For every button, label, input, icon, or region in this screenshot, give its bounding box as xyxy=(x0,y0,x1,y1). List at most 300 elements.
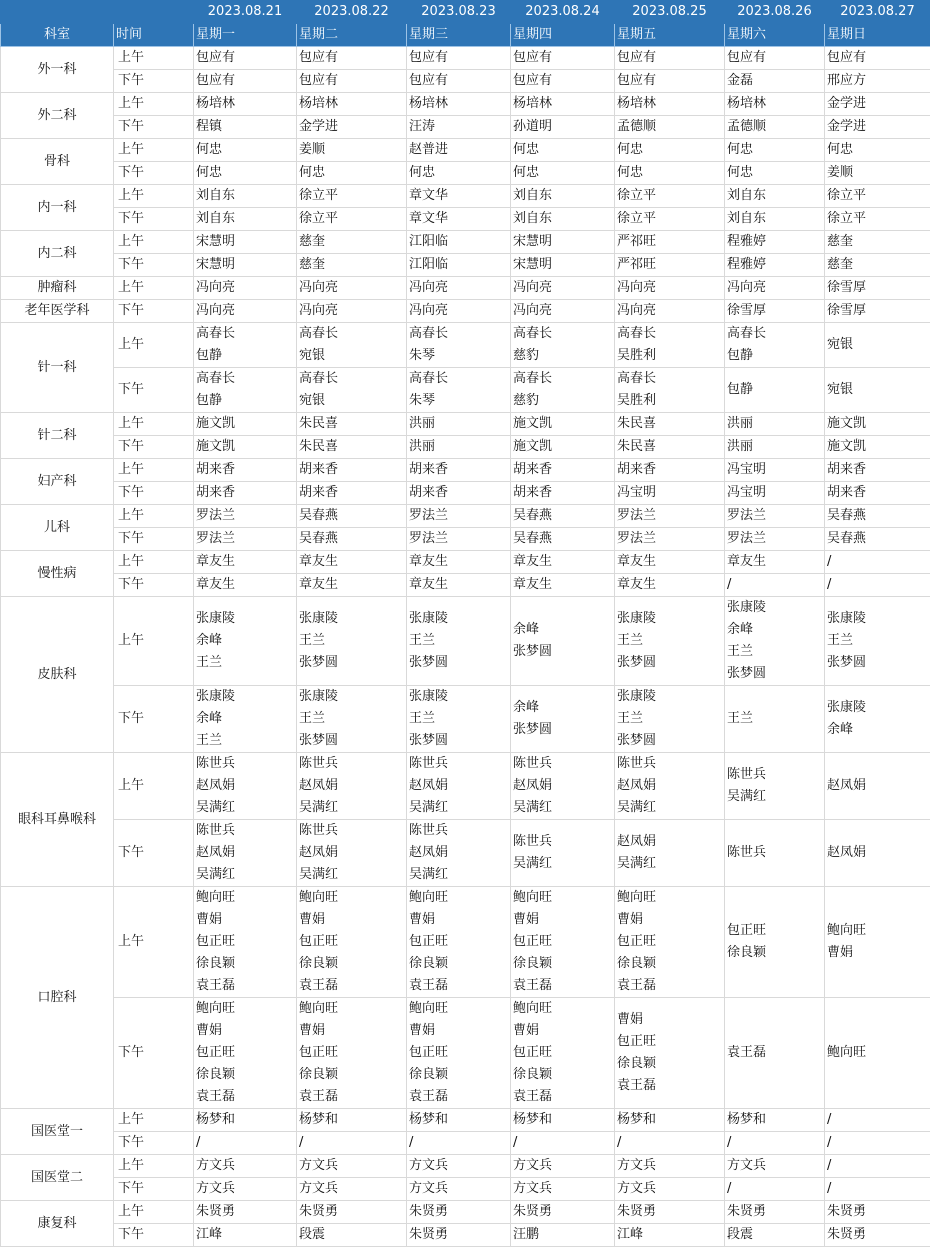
doctor-cell xyxy=(825,482,930,505)
doctor-cell xyxy=(725,998,825,1109)
doctor-cell xyxy=(825,820,930,887)
doctor-cell xyxy=(407,47,511,70)
doctor-name: 吴满红 xyxy=(513,853,614,875)
doctor-name: 鲍向旺 xyxy=(299,887,406,909)
doctor-name: 汪涛 xyxy=(409,116,510,138)
doctor-cell xyxy=(825,551,930,574)
department-name: 针一科 xyxy=(1,323,114,413)
doctor-name: 江阳临 xyxy=(409,254,510,276)
doctor-name: 朱贤勇 xyxy=(617,1201,724,1223)
doctor-name: 程雅婷 xyxy=(727,231,824,253)
doctor-name: 吴满红 xyxy=(617,797,724,819)
doctor-name: 杨培林 xyxy=(409,93,510,115)
doctor-name: 章友生 xyxy=(617,551,724,573)
doctor-name: 包应有 xyxy=(513,47,614,69)
time-slot: 下午 xyxy=(114,574,194,597)
doctor-cell xyxy=(297,277,407,300)
doctor-cell xyxy=(194,528,297,551)
doctor-cell xyxy=(615,505,725,528)
doctor-name: 包正旺 xyxy=(299,931,406,953)
doctor-name: 方文兵 xyxy=(727,1155,824,1177)
schedule-row xyxy=(1,162,930,185)
doctor-name: 王兰 xyxy=(299,630,406,652)
doctor-name: 宛银 xyxy=(299,390,406,412)
doctor-name: 章文华 xyxy=(409,208,510,230)
doctor-name: 何忠 xyxy=(513,162,614,184)
doctor-name: 袁王磊 xyxy=(196,975,296,997)
doctor-name: 罗法兰 xyxy=(617,528,724,550)
doctor-name: 张梦圆 xyxy=(513,719,614,741)
doctor-name: 曹娟 xyxy=(827,942,930,964)
doctor-name: 陈世兵 xyxy=(617,753,724,775)
doctor-name: 袁王磊 xyxy=(513,975,614,997)
doctor-cell xyxy=(297,139,407,162)
doctor-cell xyxy=(725,413,825,436)
doctor-name: 包静 xyxy=(727,345,824,367)
doctor-cell xyxy=(407,162,511,185)
doctor-cell xyxy=(297,368,407,413)
doctor-cell xyxy=(725,459,825,482)
doctor-name: 王兰 xyxy=(409,708,510,730)
doctor-name: 何忠 xyxy=(196,162,296,184)
doctor-name: 吴春燕 xyxy=(299,505,406,527)
time-slot: 上午 xyxy=(114,551,194,574)
doctor-name: 包应有 xyxy=(299,70,406,92)
doctor-name: 冯宝明 xyxy=(727,482,824,504)
doctor-name: 杨培林 xyxy=(196,93,296,115)
doctor-cell xyxy=(511,1201,615,1224)
doctor-name: 吴春燕 xyxy=(827,505,930,527)
date-cell: 2023.08.22 xyxy=(297,1,407,24)
doctor-cell xyxy=(511,998,615,1109)
doctor-name: 吴满红 xyxy=(409,864,510,886)
doctor-cell xyxy=(297,574,407,597)
doctor-name: 张康陵 xyxy=(299,608,406,630)
doctor-name: 徐立平 xyxy=(617,208,724,230)
doctor-cell xyxy=(725,482,825,505)
doctor-name: 杨梦和 xyxy=(513,1109,614,1131)
doctor-name: 冯向亮 xyxy=(617,300,724,322)
doctor-name: 吴满红 xyxy=(727,786,824,808)
department-name: 眼科耳鼻喉科 xyxy=(1,753,114,887)
doctor-name: 吴春燕 xyxy=(299,528,406,550)
doctor-cell xyxy=(725,93,825,116)
doctor-name: 包正旺 xyxy=(299,1042,406,1064)
doctor-name: 冯向亮 xyxy=(513,277,614,299)
doctor-name: 方文兵 xyxy=(513,1155,614,1177)
doctor-name: 朱民喜 xyxy=(299,413,406,435)
doctor-name: 徐立平 xyxy=(299,208,406,230)
doctor-cell xyxy=(297,505,407,528)
time-slot: 上午 xyxy=(114,753,194,820)
schedule-row xyxy=(1,597,930,686)
doctor-cell xyxy=(194,887,297,998)
weekday-header: 星期三 xyxy=(407,24,511,47)
doctor-cell xyxy=(511,574,615,597)
doctor-name: 陈世兵 xyxy=(299,753,406,775)
doctor-name: 杨梦和 xyxy=(409,1109,510,1131)
doctor-cell xyxy=(825,162,930,185)
schedule-row xyxy=(1,1155,930,1178)
doctor-cell xyxy=(725,47,825,70)
doctor-cell xyxy=(407,93,511,116)
doctor-name: 高春长 xyxy=(727,323,824,345)
time-slot: 下午 xyxy=(114,528,194,551)
doctor-cell xyxy=(194,162,297,185)
doctor-cell xyxy=(407,820,511,887)
doctor-cell xyxy=(297,998,407,1109)
doctor-cell xyxy=(194,70,297,93)
doctor-name: 高春长 xyxy=(409,323,510,345)
doctor-name: / xyxy=(827,574,930,596)
doctor-cell xyxy=(615,70,725,93)
doctor-name: 吴满红 xyxy=(299,864,406,886)
department-name: 儿科 xyxy=(1,505,114,551)
doctor-cell xyxy=(615,1109,725,1132)
doctor-name: 张梦圆 xyxy=(827,652,930,674)
department-name: 肿瘤科 xyxy=(1,277,114,300)
doctor-cell xyxy=(725,887,825,998)
doctor-name: / xyxy=(827,1178,930,1200)
doctor-cell xyxy=(407,413,511,436)
doctor-cell xyxy=(194,47,297,70)
doctor-name: 徐立平 xyxy=(827,185,930,207)
doctor-name: 朱琴 xyxy=(409,390,510,412)
doctor-name: 包应有 xyxy=(827,47,930,69)
doctor-cell xyxy=(725,1201,825,1224)
doctor-name: 杨培林 xyxy=(727,93,824,115)
time-slot: 上午 xyxy=(114,1109,194,1132)
doctor-name: 鲍向旺 xyxy=(827,920,930,942)
doctor-name: 徐雪厚 xyxy=(827,300,930,322)
doctor-name: 慈豹 xyxy=(513,390,614,412)
doctor-name: 何忠 xyxy=(827,139,930,161)
doctor-name: 章友生 xyxy=(513,574,614,596)
doctor-name: 朱琴 xyxy=(409,345,510,367)
doctor-cell xyxy=(194,436,297,459)
doctor-name: 方文兵 xyxy=(409,1178,510,1200)
doctor-name: 刘自东 xyxy=(513,185,614,207)
doctor-name: 赵凤娟 xyxy=(617,775,724,797)
doctor-name: 何忠 xyxy=(196,139,296,161)
doctor-cell xyxy=(615,551,725,574)
doctor-cell xyxy=(297,413,407,436)
doctor-name: 鲍向旺 xyxy=(513,887,614,909)
date-cell: 2023.08.27 xyxy=(825,1,930,24)
doctor-cell xyxy=(297,1155,407,1178)
doctor-name: 鲍向旺 xyxy=(513,998,614,1020)
doctor-cell xyxy=(725,574,825,597)
doctor-cell xyxy=(297,254,407,277)
doctor-cell xyxy=(407,482,511,505)
doctor-cell xyxy=(407,887,511,998)
doctor-name: 吴春燕 xyxy=(513,528,614,550)
doctor-cell xyxy=(725,323,825,368)
doctor-cell xyxy=(615,820,725,887)
doctor-name: 包应有 xyxy=(617,47,724,69)
doctor-cell xyxy=(825,1178,930,1201)
doctor-name: 罗法兰 xyxy=(196,505,296,527)
doctor-name: / xyxy=(513,1132,614,1154)
doctor-cell xyxy=(725,162,825,185)
doctor-name: 汪鹏 xyxy=(513,1224,614,1246)
doctor-name: 徐良颖 xyxy=(196,953,296,975)
doctor-cell xyxy=(725,208,825,231)
schedule-row xyxy=(1,208,930,231)
doctor-name: 高春长 xyxy=(513,323,614,345)
doctor-name: 鲍向旺 xyxy=(827,1042,930,1064)
doctor-name: 姜顺 xyxy=(827,162,930,184)
doctor-cell xyxy=(615,323,725,368)
doctor-name: 徐良颖 xyxy=(513,1064,614,1086)
doctor-name: 曹娟 xyxy=(513,909,614,931)
doctor-name: 余峰 xyxy=(827,719,930,741)
doctor-cell xyxy=(511,551,615,574)
time-slot: 下午 xyxy=(114,998,194,1109)
doctor-name: 包应有 xyxy=(513,70,614,92)
doctor-name: 徐良颖 xyxy=(409,1064,510,1086)
doctor-cell xyxy=(297,70,407,93)
time-slot: 上午 xyxy=(114,231,194,254)
doctor-name: 胡来香 xyxy=(513,482,614,504)
doctor-name: 何忠 xyxy=(727,139,824,161)
date-time-blank xyxy=(114,1,194,24)
doctor-name: 孟德顺 xyxy=(727,116,824,138)
doctor-name: 包静 xyxy=(196,390,296,412)
doctor-name: 施文凯 xyxy=(196,436,296,458)
doctor-name: 吴满红 xyxy=(196,864,296,886)
doctor-cell xyxy=(511,528,615,551)
doctor-name: 杨培林 xyxy=(299,93,406,115)
department-name: 内一科 xyxy=(1,185,114,231)
doctor-name: 江峰 xyxy=(196,1224,296,1246)
doctor-name: 朱贤勇 xyxy=(409,1201,510,1223)
doctor-name: 张梦圆 xyxy=(617,652,724,674)
doctor-name: 冯宝明 xyxy=(727,459,824,481)
doctor-cell xyxy=(615,231,725,254)
doctor-name: 王兰 xyxy=(409,630,510,652)
doctor-name: 吴满红 xyxy=(196,797,296,819)
time-slot: 上午 xyxy=(114,1155,194,1178)
doctor-name: 张梦圆 xyxy=(409,652,510,674)
doctor-cell xyxy=(407,1178,511,1201)
weekday-header: 星期六 xyxy=(725,24,825,47)
doctor-cell xyxy=(725,300,825,323)
doctor-cell xyxy=(825,208,930,231)
doctor-cell xyxy=(297,528,407,551)
doctor-cell xyxy=(615,887,725,998)
doctor-cell xyxy=(615,436,725,459)
schedule-row xyxy=(1,1132,930,1155)
doctor-name: 宋慧明 xyxy=(513,231,614,253)
doctor-name: 方文兵 xyxy=(617,1178,724,1200)
doctor-name: 陈世兵 xyxy=(727,842,824,864)
doctor-cell xyxy=(725,70,825,93)
doctor-name: 段震 xyxy=(299,1224,406,1246)
doctor-cell xyxy=(297,116,407,139)
doctor-cell xyxy=(825,70,930,93)
doctor-name: 陈世兵 xyxy=(196,820,296,842)
doctor-name: 徐良颖 xyxy=(727,942,824,964)
doctor-cell xyxy=(825,368,930,413)
doctor-name: 王兰 xyxy=(196,652,296,674)
doctor-name: 曹娟 xyxy=(196,909,296,931)
date-cell: 2023.08.26 xyxy=(725,1,825,24)
doctor-cell xyxy=(615,413,725,436)
doctor-cell xyxy=(194,459,297,482)
doctor-name: 陈世兵 xyxy=(299,820,406,842)
doctor-name: 罗法兰 xyxy=(196,528,296,550)
doctor-name: 刘自东 xyxy=(196,208,296,230)
doctor-cell xyxy=(297,1201,407,1224)
doctor-name: 朱贤勇 xyxy=(409,1224,510,1246)
doctor-name: 杨梦和 xyxy=(727,1109,824,1131)
doctor-name: / xyxy=(299,1132,406,1154)
doctor-name: 江阳临 xyxy=(409,231,510,253)
doctor-name: 徐良颖 xyxy=(617,953,724,975)
doctor-cell xyxy=(615,139,725,162)
doctor-cell xyxy=(725,368,825,413)
doctor-cell xyxy=(825,574,930,597)
department-name: 口腔科 xyxy=(1,887,114,1109)
doctor-name: 余峰 xyxy=(196,630,296,652)
schedule-row xyxy=(1,551,930,574)
doctor-cell xyxy=(511,93,615,116)
doctor-name: 胡来香 xyxy=(513,459,614,481)
doctor-name: 章文华 xyxy=(409,185,510,207)
doctor-name: 冯向亮 xyxy=(409,300,510,322)
doctor-name: 冯向亮 xyxy=(727,277,824,299)
doctor-name: / xyxy=(727,1178,824,1200)
schedule-row xyxy=(1,185,930,208)
doctor-cell xyxy=(194,1201,297,1224)
doctor-cell xyxy=(725,436,825,459)
doctor-name: 何忠 xyxy=(617,139,724,161)
doctor-cell xyxy=(407,436,511,459)
doctor-cell xyxy=(825,686,930,753)
doctor-cell xyxy=(511,70,615,93)
doctor-name: 高春长 xyxy=(617,368,724,390)
schedule-row xyxy=(1,887,930,998)
schedule-row xyxy=(1,505,930,528)
doctor-name: / xyxy=(827,1109,930,1131)
doctor-name: 施文凯 xyxy=(196,413,296,435)
doctor-name: 罗法兰 xyxy=(409,528,510,550)
doctor-name: 徐良颖 xyxy=(299,1064,406,1086)
doctor-cell xyxy=(725,231,825,254)
doctor-name: 王兰 xyxy=(727,708,824,730)
doctor-cell xyxy=(194,597,297,686)
doctor-cell xyxy=(511,1155,615,1178)
doctor-name: 朱贤勇 xyxy=(299,1201,406,1223)
doctor-cell xyxy=(725,116,825,139)
doctor-cell xyxy=(297,93,407,116)
schedule-row xyxy=(1,254,930,277)
doctor-cell xyxy=(825,753,930,820)
doctor-name: 胡来香 xyxy=(196,482,296,504)
doctor-name: 王兰 xyxy=(196,730,296,752)
time-slot: 上午 xyxy=(114,1201,194,1224)
doctor-cell xyxy=(194,300,297,323)
doctor-cell xyxy=(825,505,930,528)
doctor-cell xyxy=(725,1109,825,1132)
doctor-name: 施文凯 xyxy=(827,413,930,435)
doctor-name: 吴满红 xyxy=(617,853,724,875)
doctor-name: 徐良颖 xyxy=(299,953,406,975)
doctor-cell xyxy=(297,185,407,208)
doctor-name: 袁王磊 xyxy=(299,1086,406,1108)
doctor-name: 张康陵 xyxy=(727,597,824,619)
doctor-cell xyxy=(297,1109,407,1132)
doctor-cell xyxy=(615,162,725,185)
doctor-cell xyxy=(511,436,615,459)
doctor-name: 张梦圆 xyxy=(727,663,824,685)
doctor-cell xyxy=(825,254,930,277)
weekday-header: 星期日 xyxy=(825,24,930,47)
doctor-name: 刘自东 xyxy=(513,208,614,230)
doctor-name: 邢应方 xyxy=(827,70,930,92)
doctor-cell xyxy=(725,597,825,686)
doctor-name: 何忠 xyxy=(409,162,510,184)
doctor-cell xyxy=(511,300,615,323)
schedule-row xyxy=(1,436,930,459)
schedule-row xyxy=(1,686,930,753)
doctor-cell xyxy=(615,116,725,139)
doctor-name: 朱民喜 xyxy=(617,436,724,458)
doctor-cell xyxy=(511,208,615,231)
doctor-name: 冯向亮 xyxy=(299,300,406,322)
schedule-row xyxy=(1,753,930,820)
doctor-name: 包应有 xyxy=(196,70,296,92)
doctor-cell xyxy=(407,139,511,162)
schedule-row xyxy=(1,459,930,482)
doctor-cell xyxy=(825,1109,930,1132)
doctor-name: 金学进 xyxy=(827,93,930,115)
doctor-name: 金磊 xyxy=(727,70,824,92)
doctor-cell xyxy=(407,1109,511,1132)
doctor-name: 赵凤娟 xyxy=(513,775,614,797)
doctor-name: 张梦圆 xyxy=(299,730,406,752)
department-name: 皮肤科 xyxy=(1,597,114,753)
doctor-name: 罗法兰 xyxy=(727,505,824,527)
doctor-cell xyxy=(194,185,297,208)
doctor-name: / xyxy=(827,551,930,573)
doctor-cell xyxy=(825,185,930,208)
doctor-cell xyxy=(511,139,615,162)
doctor-cell xyxy=(511,1224,615,1247)
doctor-name: 袁王磊 xyxy=(196,1086,296,1108)
doctor-cell xyxy=(511,686,615,753)
doctor-name: 曹娟 xyxy=(617,909,724,931)
doctor-name: 袁王磊 xyxy=(617,975,724,997)
doctor-cell xyxy=(725,528,825,551)
doctor-name: 陈世兵 xyxy=(513,831,614,853)
schedule-row xyxy=(1,323,930,368)
doctor-name: 包正旺 xyxy=(513,1042,614,1064)
doctor-name: 杨梦和 xyxy=(196,1109,296,1131)
doctor-name: 高春长 xyxy=(196,323,296,345)
doctor-name: 严祁旺 xyxy=(617,254,724,276)
doctor-name: 施文凯 xyxy=(513,413,614,435)
doctor-cell xyxy=(194,482,297,505)
schedule-row xyxy=(1,116,930,139)
doctor-name: 孟德顺 xyxy=(617,116,724,138)
doctor-name: 程雅婷 xyxy=(727,254,824,276)
doctor-cell xyxy=(825,277,930,300)
doctor-name: 徐立平 xyxy=(827,208,930,230)
schedule-row xyxy=(1,231,930,254)
doctor-name: 陈世兵 xyxy=(196,753,296,775)
